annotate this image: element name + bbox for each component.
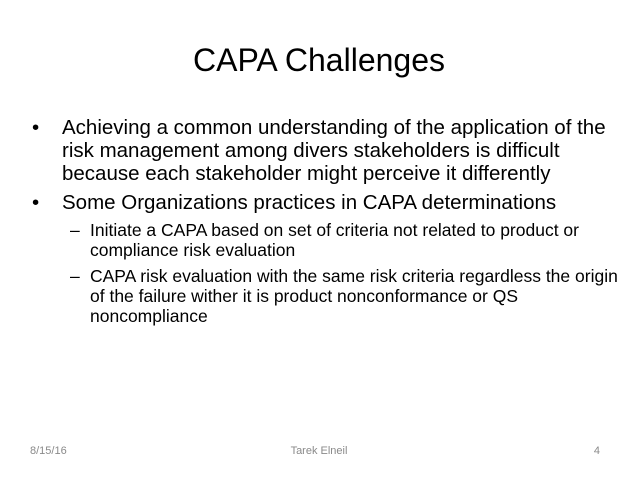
sub-bullet-item (30, 220, 620, 260)
sub-bullet-item (30, 266, 620, 326)
sub-bullet-text: CAPA risk evaluation with the same risk criteria regardless the origin of the failure wither it is product nonconformance or QS noncompliance (90, 266, 618, 326)
sub-bullet-mark: – (70, 266, 80, 286)
bullet-text: Some Organizations practices in CAPA determinations (62, 191, 557, 214)
footer-date: 8/15/16 (30, 445, 67, 457)
slide-body (30, 116, 620, 326)
footer-author: Tarek Elneil (290, 445, 348, 457)
bullet-text: Achieving a common understanding of the application of the risk management among divers stakeholders is difficult because each stakeholder might perceive it differently (62, 116, 606, 185)
sub-bullet-text: Initiate a CAPA based on set of criteria not related to product or compliance risk evaluation (90, 220, 579, 260)
bullet-item (30, 116, 620, 185)
slide-title: CAPA Challenges (193, 42, 445, 78)
bullet-item (30, 191, 620, 214)
footer-page-number: 4 (593, 445, 600, 457)
bullet-mark: • (32, 116, 40, 139)
bullet-mark: • (32, 191, 40, 214)
sub-bullet-mark: – (70, 220, 80, 240)
